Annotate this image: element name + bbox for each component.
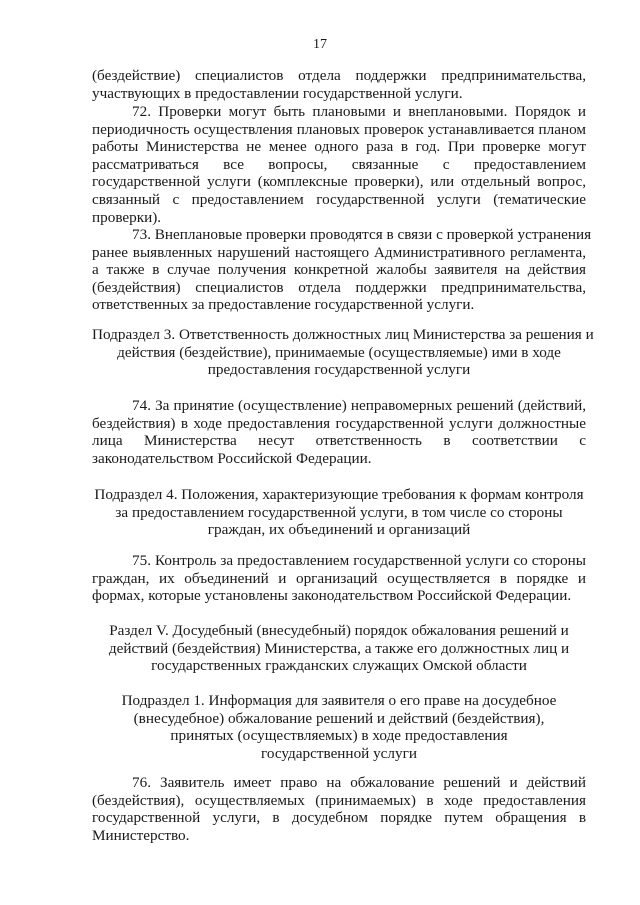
paragraph-72	[92, 103, 586, 226]
text-line: проверки).	[92, 208, 162, 226]
subsection-3-heading	[92, 326, 594, 379]
heading-line: Подраздел 3. Ответственность должностных лиц Министерства за решения и	[92, 326, 594, 343]
text-line: (бездействия), осуществляемых (принимаемых) в ходе предоставления	[92, 791, 586, 809]
text-line: 74. За принятие (осуществление) неправомерных решений (действий,	[132, 397, 586, 414]
heading-line: граждан, их объединений и организаций	[207, 521, 471, 539]
text-line: граждан, их объединений и организаций осуществляется в порядке и	[92, 569, 586, 587]
heading-line: государственной услуги	[261, 744, 417, 762]
heading-line: государственных гражданских служащих Омской области	[151, 657, 527, 675]
paragraph-74	[92, 397, 586, 467]
text-line: 75. Контроль за предоставлением государственной услуги со стороны	[132, 552, 586, 569]
paragraph-75	[92, 552, 586, 605]
text-line: рассматриваться все вопросы, связанные с предоставлением	[92, 155, 586, 173]
text-line: законодательством Российской Федерации.	[92, 449, 372, 467]
text-line: связанный с предоставлением государственной услуги (тематические	[92, 190, 586, 208]
section-5-heading	[92, 622, 586, 675]
heading-line: (внесудебное) обжалование решений и действий (бездействия),	[133, 709, 545, 727]
text-line: (бездействие) специалистов отдела поддержки предпринимательства,	[92, 67, 586, 84]
heading-line: предоставления государственной услуги	[207, 361, 471, 379]
text-line: ранее выявленных нарушений настоящего Административного регламента,	[92, 243, 586, 261]
heading-line: Подраздел 1. Информация для заявителя о его праве на досудебное	[121, 692, 557, 709]
text-line: (бездействия) специалистов отдела поддержки предпринимательства,	[92, 278, 586, 296]
heading-line: за предоставлением государственной услуги, в том числе со стороны	[115, 503, 563, 521]
text-line: участвующих в предоставлении государственной услуги.	[92, 84, 463, 102]
text-line: а также в случае получения конкретной жалобы заявителя на действия	[92, 261, 586, 279]
page-number: 17	[313, 37, 327, 52]
heading-line: действия (бездействие), принимаемые (осуществляемые) ими в ходе	[117, 343, 561, 361]
heading-line: принятых (осуществляемых) в ходе предоставления	[170, 727, 508, 745]
text-line: 72. Проверки могут быть плановыми и внеплановыми. Порядок и	[132, 103, 586, 120]
text-line: Министерство.	[92, 826, 190, 844]
text-line: формах, которые установлены законодательством Российской Федерации.	[92, 587, 572, 605]
text-line: 76. Заявитель имеет право на обжалование решений и действий	[132, 774, 586, 791]
paragraph-76	[92, 774, 586, 844]
heading-line: Раздел V. Досудебный (внесудебный) порядок обжалования решений и	[109, 622, 569, 639]
text-line: государственной услуги, в досудебном порядке путем обращения в	[92, 809, 586, 827]
subsection-1-heading	[92, 692, 586, 762]
text-line: ответственных за предоставление государственной услуги.	[92, 296, 475, 314]
text-line: бездействия) в ходе предоставления государственной услуги должностные	[92, 414, 586, 432]
paragraph-continuation	[92, 67, 586, 102]
heading-line: действий (бездействия) Министерства, а также его должностных лиц и	[108, 639, 570, 657]
text-line: периодичность осуществления плановых проверок устанавливается планом	[92, 120, 586, 138]
heading-line: Подраздел 4. Положения, характеризующие требования к формам контроля	[94, 486, 584, 503]
text-line: государственной услуги (комплексные проверки), или отдельный вопрос,	[92, 173, 586, 191]
paragraph-73	[92, 226, 592, 314]
text-line: работы Министерства не менее одного раза в год. При проверке могут	[92, 138, 586, 156]
text-line: 73. Внеплановые проверки проводятся в связи с проверкой устранения	[132, 226, 592, 243]
text-line: лица Министерства несут ответственность в соответствии с	[92, 432, 586, 450]
subsection-4-heading	[92, 486, 586, 539]
